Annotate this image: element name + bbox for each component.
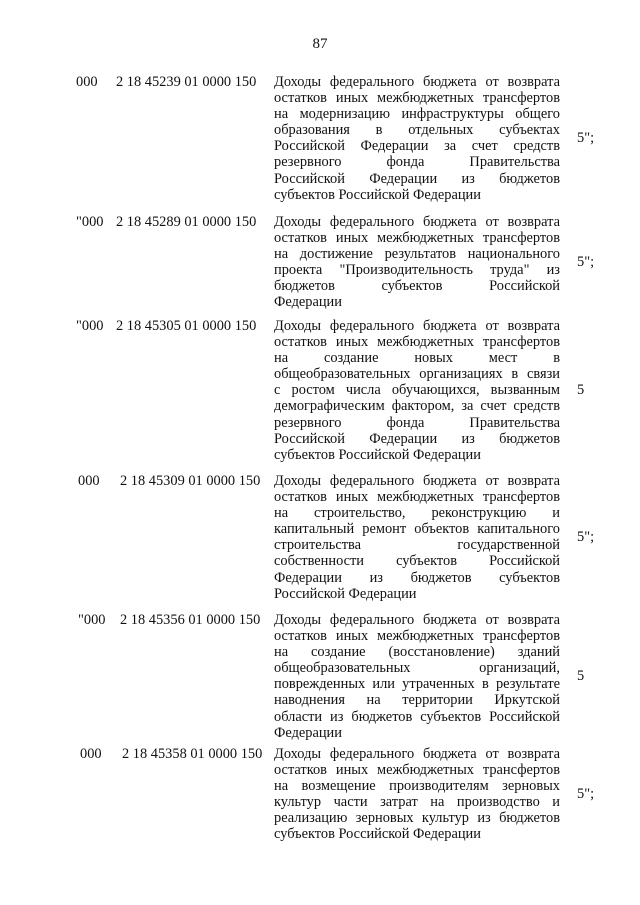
income-description (274, 318, 560, 463)
admin-code: "000 (76, 318, 104, 334)
income-description (274, 214, 560, 311)
description-line: Доходы федерального бюджета от возврата (274, 74, 560, 90)
description-line: остатков иных межбюджетных трансфертов (274, 334, 560, 351)
admin-code: "000 (76, 214, 104, 230)
description-line: на создание новых мест в (274, 350, 560, 367)
description-line: Доходы федерального бюджета от возврата (274, 612, 560, 628)
admin-code: 000 (80, 746, 102, 762)
budget-classification-code: 2 18 45356 01 0000 150 (120, 612, 261, 628)
description-line: Российской Федерации (274, 585, 417, 602)
description-line: резервного фонда Правительства (274, 154, 560, 171)
amount-value: 5 (577, 382, 585, 398)
description-line: остатков иных межбюджетных трансфертов (274, 90, 560, 107)
description-line: демографическим фактором, за счет средств (274, 398, 560, 415)
description-line: Доходы федерального бюджета от возврата (274, 746, 560, 762)
description-line: капитальный ремонт объектов капитального (274, 521, 560, 538)
description-line: поврежденных или утраченных в результате (274, 676, 560, 693)
description-line: на возмещение производителям зерновых (274, 778, 560, 795)
description-line: на строительство, реконструкцию и (274, 505, 560, 522)
budget-classification-code: 2 18 45309 01 0000 150 (120, 473, 261, 489)
income-description (274, 473, 560, 602)
description-line: Доходы федерального бюджета от возврата (274, 473, 560, 489)
description-line: общеобразовательных организаций, (274, 660, 560, 677)
amount-value: 5"; (577, 254, 595, 270)
description-line: образования в отдельных субъектах (274, 122, 560, 139)
amount-value: 5"; (577, 130, 595, 146)
description-line: бюджетов субъектов Российской (274, 278, 560, 295)
description-line: строительства государственной (274, 537, 560, 554)
description-line: реализацию зерновых культур из бюджетов (274, 810, 560, 827)
description-line: субъектов Российской Федерации (274, 826, 481, 843)
amount-value: 5"; (577, 786, 595, 802)
description-line: на достижение результатов национального (274, 246, 560, 263)
budget-classification-code: 2 18 45358 01 0000 150 (122, 746, 263, 762)
budget-classification-code: 2 18 45239 01 0000 150 (116, 74, 257, 90)
description-line: субъектов Российской Федерации (274, 186, 481, 203)
description-line: на модернизацию инфраструктуры общего (274, 106, 560, 123)
budget-classification-code: 2 18 45305 01 0000 150 (116, 318, 257, 334)
page-number: 87 (312, 36, 328, 52)
admin-code: 000 (78, 473, 100, 489)
admin-code: "000 (78, 612, 106, 628)
description-line: собственности субъектов Российской (274, 553, 560, 570)
description-line: проекта "Производительность труда" из (274, 262, 560, 279)
description-line: Доходы федерального бюджета от возврата (274, 214, 560, 230)
description-line: субъектов Российской Федерации (274, 446, 481, 463)
description-line: резервного фонда Правительства (274, 414, 560, 431)
description-line: Российской Федерации из бюджетов (274, 170, 560, 187)
description-line: остатков иных межбюджетных трансфертов (274, 489, 560, 506)
description-line: Российской Федерации за счет средств (274, 138, 560, 155)
description-line: с ростом числа обучающихся, вызванным (274, 382, 560, 399)
description-line: на создание (восстановление) зданий (274, 644, 560, 661)
income-description (274, 612, 560, 741)
budget-classification-code: 2 18 45289 01 0000 150 (116, 214, 257, 230)
description-line: остатков иных межбюджетных трансфертов (274, 628, 560, 645)
description-line: культур части затрат на производство и (274, 794, 560, 811)
income-description (274, 74, 560, 203)
description-line: Доходы федерального бюджета от возврата (274, 318, 560, 334)
description-line: остатков иных межбюджетных трансфертов (274, 230, 560, 247)
admin-code: 000 (76, 74, 98, 90)
description-line: Федерации из бюджетов субъектов (274, 569, 560, 586)
income-description (274, 746, 560, 843)
amount-value: 5"; (577, 529, 595, 545)
description-line: области из бюджетов субъектов Российской (274, 708, 560, 725)
description-line: наводнения на территории Иркутской (274, 692, 560, 709)
description-line: остатков иных межбюджетных трансфертов (274, 762, 560, 779)
description-line: Федерации (274, 294, 342, 311)
description-line: Федерации (274, 724, 342, 741)
description-line: общеобразовательных организациях в связи (274, 366, 560, 383)
amount-value: 5 (577, 668, 585, 684)
description-line: Российской Федерации из бюджетов (274, 430, 560, 447)
